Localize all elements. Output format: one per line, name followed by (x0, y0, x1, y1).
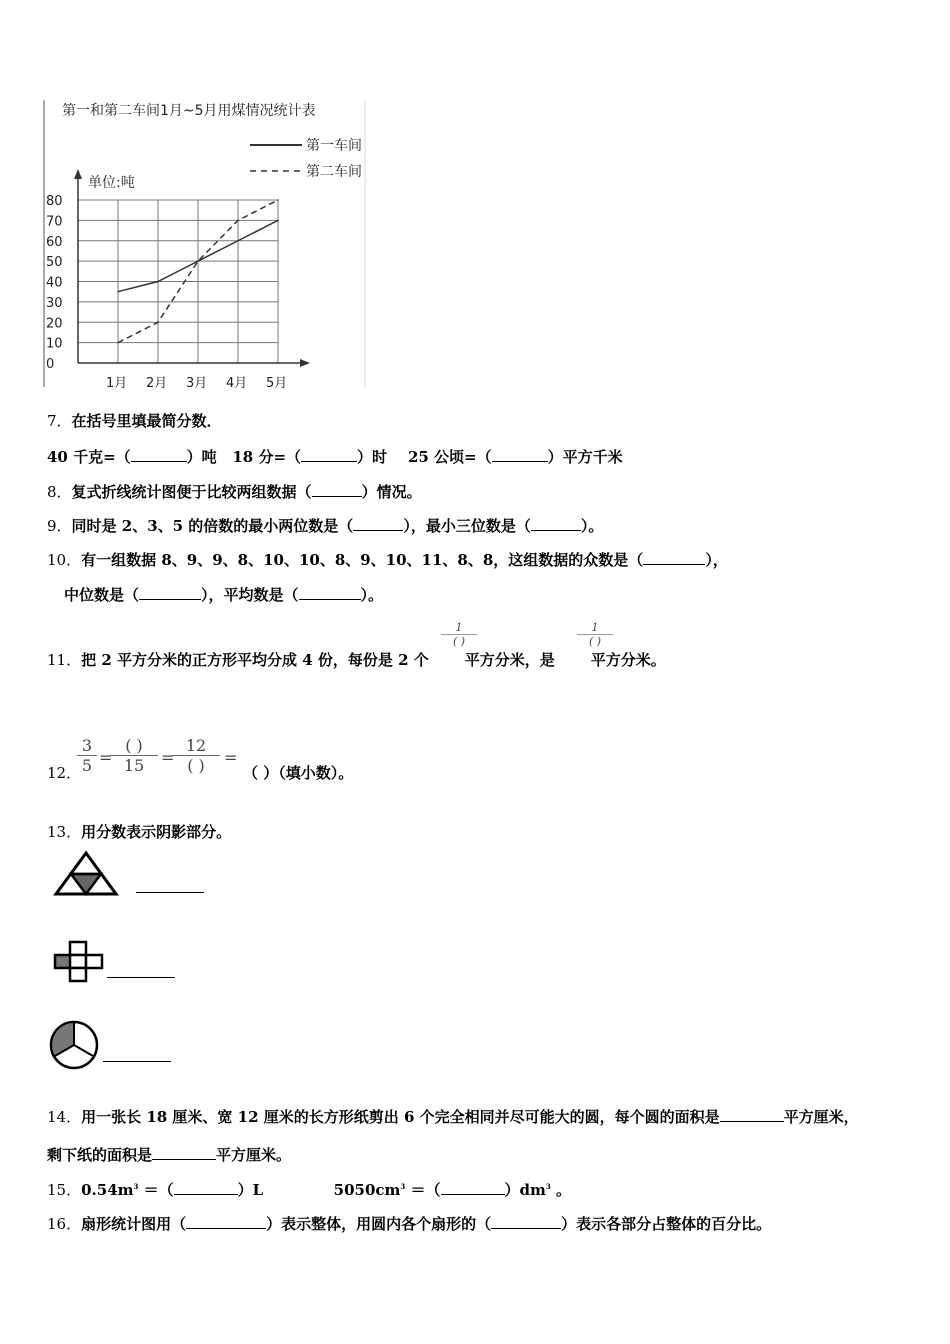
q13-text: 用分数表示阴影部分。 (81, 823, 232, 841)
q16-text-b: ）表示整体，用圆内各个扇形的（ (266, 1215, 492, 1233)
series-2-point (117, 342, 119, 344)
q7-blank-2[interactable] (301, 447, 357, 462)
q16 (47, 1213, 771, 1234)
y-tick-label: 0 (46, 357, 55, 372)
q12-number-wrap (47, 762, 81, 783)
q8-text-b: ）情况。 (361, 483, 422, 501)
q15-blank-2[interactable] (441, 1180, 505, 1195)
q15-sup-f: 3 (545, 1182, 551, 1191)
q10-text-a: 有一组数据 8、9、9、8、10、10、8、9、10、11、8、8，这组数据的众数是（ (81, 551, 644, 569)
q13-answer-line-1[interactable] (136, 892, 204, 893)
q14-text-d: 平方厘米。 (216, 1146, 292, 1164)
q12-fraction-1 (77, 736, 97, 775)
q8-blank[interactable] (312, 482, 362, 497)
triangle-figure (53, 850, 119, 898)
q16-blank-2[interactable] (491, 1214, 561, 1229)
q10-number: 10． (47, 551, 82, 569)
line-chart (40, 95, 375, 395)
q15-sup-d: 3 (400, 1182, 406, 1191)
series-2-point (277, 199, 279, 201)
legend-series-2: 第二车间 (306, 164, 362, 180)
q12-f1-den: 5 (77, 755, 97, 775)
q8 (47, 481, 422, 502)
q15-text-b: ＝（ (143, 1181, 174, 1199)
q9-text-c: ）。 (580, 517, 604, 535)
q10-blank-2[interactable] (139, 585, 201, 600)
q13-answer-line-2[interactable] (107, 977, 175, 978)
x-tick-label: 5月 (266, 376, 288, 391)
q15-text-g: 。 (556, 1181, 572, 1199)
y-tick-label: 40 (46, 275, 63, 291)
q14-blank-1[interactable] (720, 1107, 784, 1122)
q10-text-e: ）。 (360, 586, 384, 604)
q13-answer-line-3[interactable] (103, 1061, 171, 1062)
q7-part-1: 40 千克=（ (47, 448, 131, 466)
series-2-point (157, 321, 159, 323)
q12-f1-num: 3 (81, 736, 93, 755)
y-tick-label: 30 (46, 295, 63, 311)
q11 (47, 649, 666, 670)
q10-line-1 (47, 549, 728, 570)
q16-text-c: ）表示各部分占整体的百分比。 (561, 1215, 772, 1233)
q11-frac2-denominator: ( ) (577, 634, 613, 648)
q7-part-2: ）吨 (186, 448, 217, 466)
q10-blank-3[interactable] (299, 585, 361, 600)
q9-blank-2[interactable] (531, 516, 581, 531)
q7-title (47, 410, 222, 431)
q15-text-e: ＝（ (410, 1181, 441, 1199)
q12-eq-1: = (99, 748, 113, 767)
chart-title: 第一和第二车间1月~5月用煤情况统计表 (62, 103, 316, 119)
x-tick-label: 4月 (226, 376, 248, 391)
series-1-point (117, 291, 119, 293)
q14-blank-2[interactable] (152, 1145, 216, 1160)
q7-part-4: ）时 (357, 448, 388, 466)
circle-figure (48, 1020, 102, 1070)
q15 (47, 1179, 571, 1200)
y-tick-label: 60 (46, 234, 63, 250)
q9-number: 9． (47, 517, 72, 535)
q15-text-c: ）L (237, 1181, 264, 1199)
q10-text-c: 中位数是（ (64, 586, 140, 604)
x-axis-arrow (300, 359, 310, 367)
q10-text-b: ）， (705, 551, 728, 569)
q15-text-a: 0.54m (81, 1181, 134, 1199)
series-2-point (197, 260, 199, 262)
q15-sup-a: 3 (133, 1182, 139, 1191)
q12-f3-den: ( ) (172, 755, 220, 775)
series-1-point (237, 240, 239, 242)
q12-f2-den: 15 (110, 755, 158, 775)
x-tick-label: 2月 (146, 376, 168, 391)
plot-area (46, 194, 287, 391)
q16-text-a: 扇形统计图用（ (81, 1215, 187, 1233)
q11-frac2-numerator: 1 (591, 621, 599, 634)
y-axis-arrow (74, 169, 82, 179)
q12-eq-2: = (161, 748, 175, 767)
q14-text-c: 剩下纸的面积是 (47, 1146, 153, 1164)
q11-fraction-1 (441, 621, 477, 648)
q9 (47, 515, 603, 536)
x-tick-label: 3月 (186, 376, 208, 391)
y-tick-label: 70 (46, 214, 63, 230)
unit-label: 单位:吨 (88, 175, 135, 191)
q16-blank-1[interactable] (186, 1214, 266, 1229)
q11-text-c: 平方分米。 (590, 651, 666, 669)
y-tick-label: 20 (46, 316, 63, 332)
q15-blank-1[interactable] (174, 1180, 238, 1195)
y-tick-label: 50 (46, 255, 63, 271)
q7-part-6: ）平方千米 (547, 448, 623, 466)
q14-line-2 (47, 1144, 291, 1165)
legend-series-1: 第一车间 (306, 138, 362, 154)
q12-f2-num: ( ) (125, 736, 143, 755)
x-tick-label: 1月 (106, 376, 128, 391)
q13-title (47, 821, 231, 842)
q7-part-5: 25 公顷=（ (407, 448, 492, 466)
q8-number: 8． (47, 483, 72, 501)
q14-text-b: 平方厘米， (783, 1108, 859, 1126)
y-tick-label: 80 (46, 194, 63, 209)
y-tick-label: 10 (46, 336, 63, 352)
q11-number: 11． (47, 651, 82, 669)
q7-number: 7． (47, 412, 72, 430)
q9-text-b: ），最小三位数是（ (403, 517, 531, 535)
q9-text-a: 同时是 2、3、5 的倍数的最小两位数是（ (71, 517, 354, 535)
series-1-point (277, 220, 279, 222)
q12-fraction-2 (110, 736, 158, 775)
q13-number: 13． (47, 823, 82, 841)
q14-line-1 (47, 1106, 859, 1127)
q12-number: 12． (47, 764, 82, 782)
q15-number: 15． (47, 1181, 82, 1199)
q10-line-2 (64, 584, 383, 605)
q15-text-f: ）dm (504, 1181, 546, 1199)
q11-text-b: 平方分米，是 (464, 651, 555, 669)
q12-eq-3: = (224, 748, 238, 767)
q7-blank-1[interactable] (131, 447, 187, 462)
q9-blank-1[interactable] (353, 516, 403, 531)
q7-line (47, 446, 623, 467)
q14-number: 14． (47, 1108, 82, 1126)
q16-number: 16． (47, 1215, 82, 1233)
q14-text-a: 用一张长 18 厘米、宽 12 厘米的长方形纸剪出 6 个完全相同并尽可能大的圆，每个圆的面积是 (81, 1108, 720, 1126)
q7-part-3: 18 分=（ (232, 448, 302, 466)
q11-frac1-denominator: ( ) (441, 634, 477, 648)
q11-frac1-numerator: 1 (455, 621, 463, 634)
q7-blank-3[interactable] (492, 447, 548, 462)
cross-figure (53, 940, 105, 984)
q11-fraction-2 (577, 621, 613, 648)
q11-text-a: 把 2 平方分米的正方形平均分成 4 份，每份是 2 个 (81, 651, 429, 669)
q7-text: 在括号里填最简分数． (71, 412, 222, 430)
q10-blank-1[interactable] (643, 550, 705, 565)
series-2-point (237, 220, 239, 222)
q12-fraction-3 (172, 736, 220, 775)
series-1-point (157, 281, 159, 283)
q10-text-d: ），平均数是（ (201, 586, 299, 604)
q8-text-a: 复式折线统计图便于比较两组数据（ (71, 483, 312, 501)
q15-text-d: 5050cm (333, 1181, 401, 1199)
q12-tail: （ ）（填小数）。 (243, 764, 354, 782)
q12-f3-num: 12 (185, 736, 207, 755)
